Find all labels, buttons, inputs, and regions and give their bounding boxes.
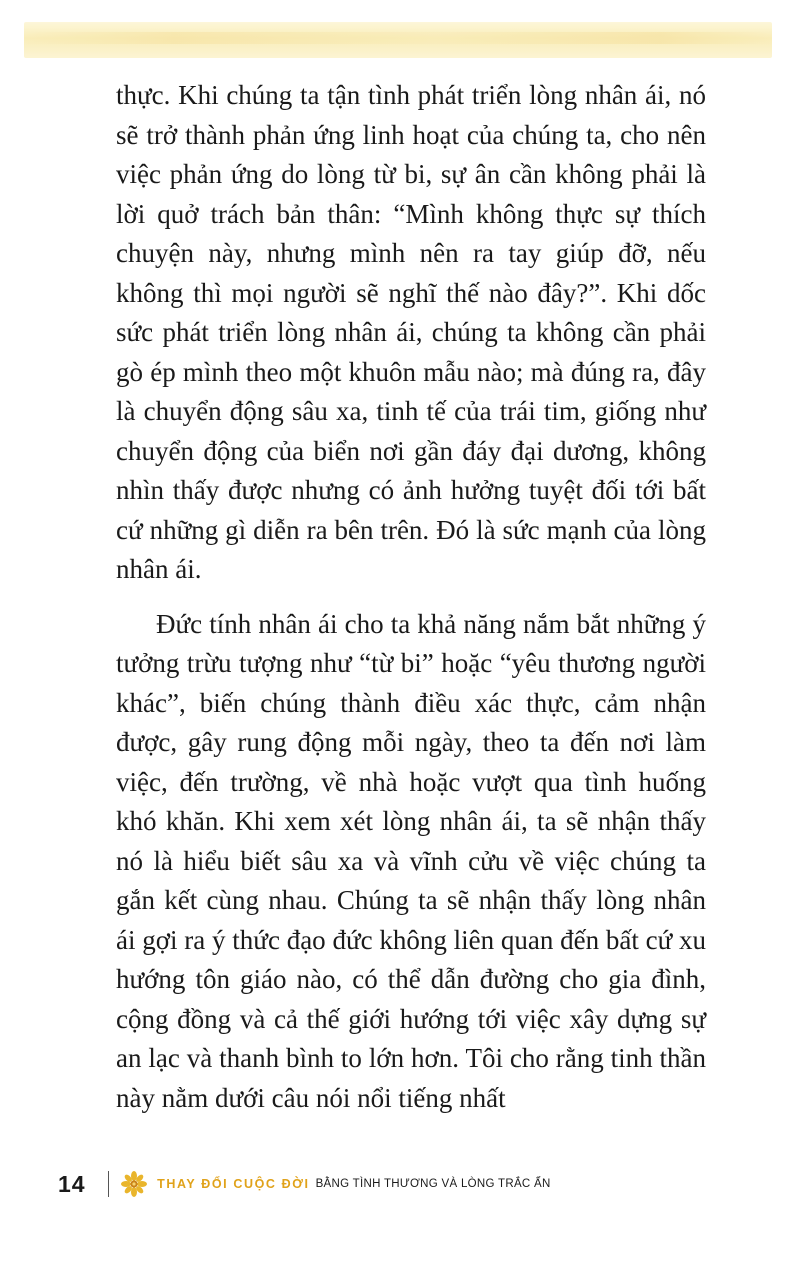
decorative-top-band	[24, 22, 772, 58]
page-number: 14	[58, 1170, 86, 1197]
paragraph-2: Đức tính nhân ái cho ta khả năng nắm bắt những ý tưởng trừu tượng như “từ bi” hoặc “yêu thương người khác”, biến chúng thành điều xác thực, cảm nhận được, gây rung động mỗi ngày, theo ta đến nơi làm việc, đến trường, về nhà hoặc vượt qua tình huống khó khăn. Khi xem xét lòng nhân ái, ta sẽ nhận thấy nó là hiểu biết sâu xa và vĩnh cửu về việc chúng ta gắn kết cùng nhau. Chúng ta sẽ nhận thấy lòng nhân ái gợi ra ý thức đạo đức không liên quan đến bất cứ xu hướng tôn giáo nào, có thể dẫn đường cho gia đình, cộng đồng và cả thế giới hướng tới việc xây dựng sự an lạc và thanh bình to lớn hơn. Tôi cho rằng tinh thần này nằm dưới câu nói nổi tiếng nhất	[116, 608, 706, 1113]
series-title: THAY ĐỔI CUỘC ĐỜI	[157, 1177, 310, 1191]
footer-divider	[108, 1171, 110, 1197]
body-text	[116, 76, 706, 1118]
flower-icon	[119, 1169, 149, 1199]
page-footer	[58, 1166, 551, 1202]
paragraph-1: thực. Khi chúng ta tận tình phát triển lòng nhân ái, nó sẽ trở thành phản ứng linh hoạt của chúng ta, cho nên việc phản ứng do lòng từ bi, sự ân cần không phải là lời quở trách bản thân: “Mình không thực sự thích chuyện này, nhưng mình nên ra tay giúp đỡ, nếu không thì mọi người sẽ nghĩ thế nào đây?”. Khi dốc sức phát triển lòng nhân ái, chúng ta không cần phải gò ép mình theo một khuôn mẫu nào; mà đúng ra, đây là chuyển động sâu xa, tinh tế của trái tim, giống như chuyển động của biển nơi gần đáy đại dương, không nhìn thấy được nhưng có ảnh hưởng tuyệt đối tới bất cứ những gì diễn ra bên trên. Đó là sức mạnh của lòng nhân ái.	[116, 80, 706, 584]
series-subtitle: BẰNG TÌNH THƯƠNG VÀ LÒNG TRẮC ẨN	[315, 1178, 551, 1190]
